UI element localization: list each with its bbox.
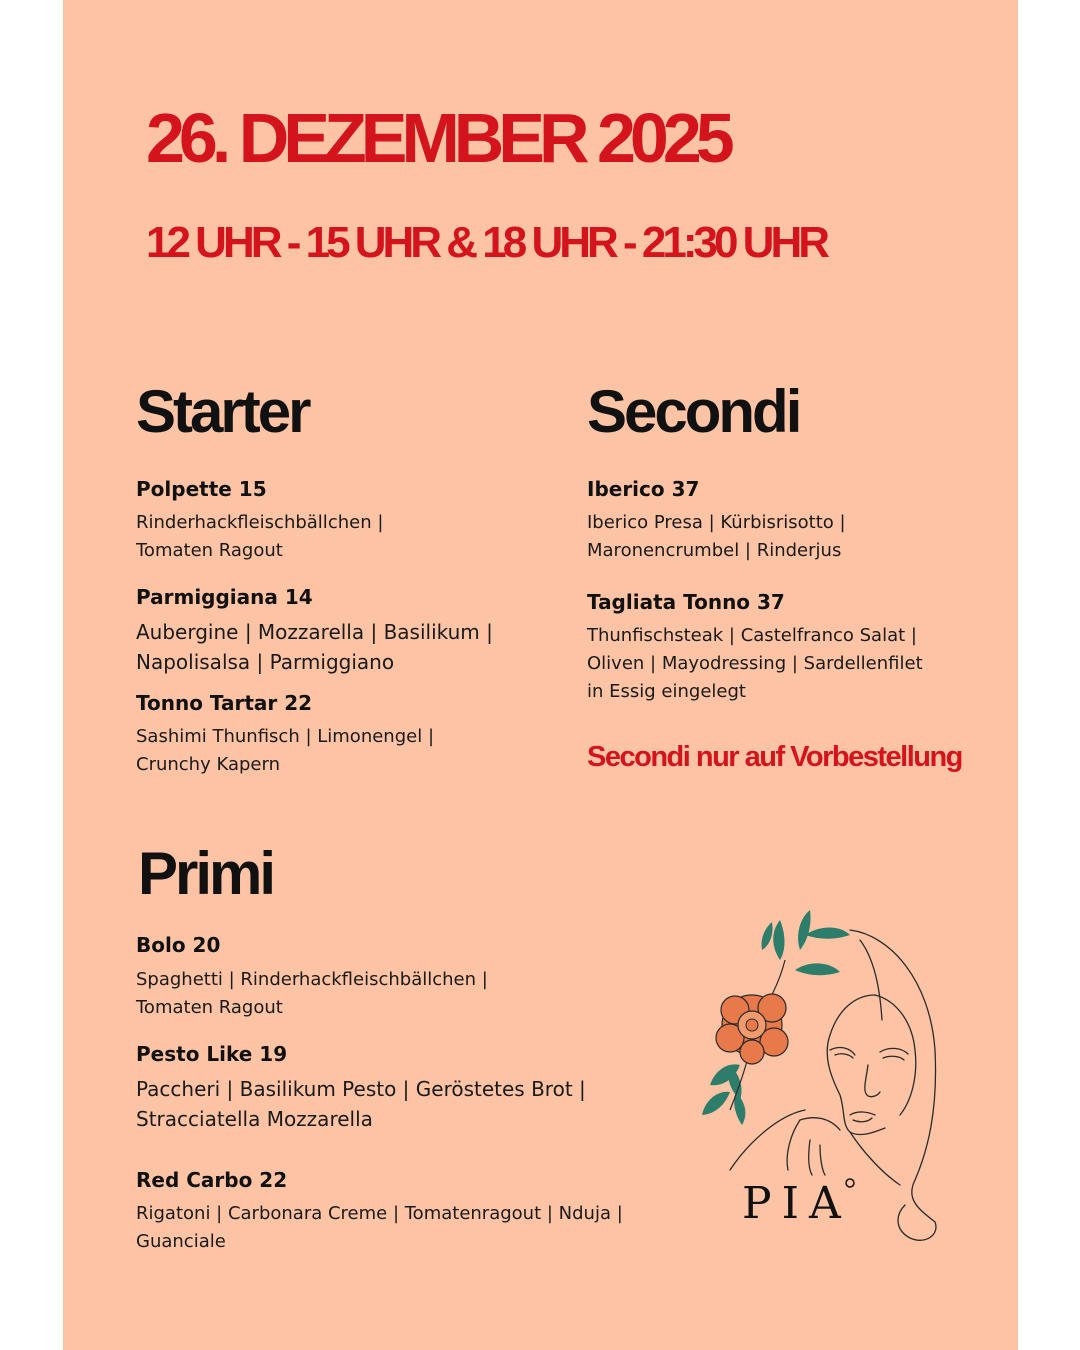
dish-name: Bolo 20 — [136, 933, 221, 957]
dish-name: Tonno Tartar 22 — [136, 691, 313, 715]
dish-description: Rinderhackfleischbällchen | Tomaten Ragout — [136, 512, 384, 561]
dish-name: Polpette 15 — [136, 477, 267, 501]
dish-name: Parmiggiana 14 — [136, 585, 313, 609]
opening-hours: 12 UHR - 15 UHR & 18 UHR - 21:30 UHR — [146, 218, 826, 267]
dish-description: Rigatoni | Carbonara Creme | Tomatenragout | Nduja | Guanciale — [136, 1203, 623, 1252]
dish-name: Iberico 37 — [587, 477, 700, 501]
dish-description: Iberico Presa | Kürbisrisotto | Maronencrumbel | Rinderjus — [587, 512, 846, 561]
dish-description: Sashimi Thunfisch | Limonengel | Crunchy Kapern — [136, 726, 435, 775]
event-date: 26. DEZEMBER 2025 — [146, 99, 729, 177]
dish-name: Red Carbo 22 — [136, 1168, 288, 1192]
dish-description: Spaghetti | Rinderhackfleischbällchen | Tomaten Ragout — [136, 969, 488, 1018]
section-title-starter: Starter — [136, 378, 309, 445]
flower-icon — [716, 994, 788, 1064]
dish-description: Aubergine | Mozzarella | Basilikum | Napolisalsa | Parmiggiano — [136, 620, 493, 674]
section-title-primi: Primi — [138, 840, 274, 907]
dish-name: Pesto Like 19 — [136, 1042, 288, 1066]
preorder-note: Secondi nur auf Vorbestellung — [587, 741, 962, 773]
dish-description: Paccheri | Basilikum Pesto | Geröstetes Brot | Stracciatella Mozzarella — [136, 1077, 586, 1131]
dish-name: Tagliata Tonno 37 — [587, 590, 785, 614]
logo-text: PIA — [742, 1178, 851, 1229]
dish-description: Thunfischsteak | Castelfranco Salat | Oliven | Mayodressing | Sardellenfilet in Essig eingelegt — [587, 625, 923, 702]
section-title-secondi: Secondi — [587, 378, 800, 445]
pia-logo-illustration — [690, 900, 950, 1260]
